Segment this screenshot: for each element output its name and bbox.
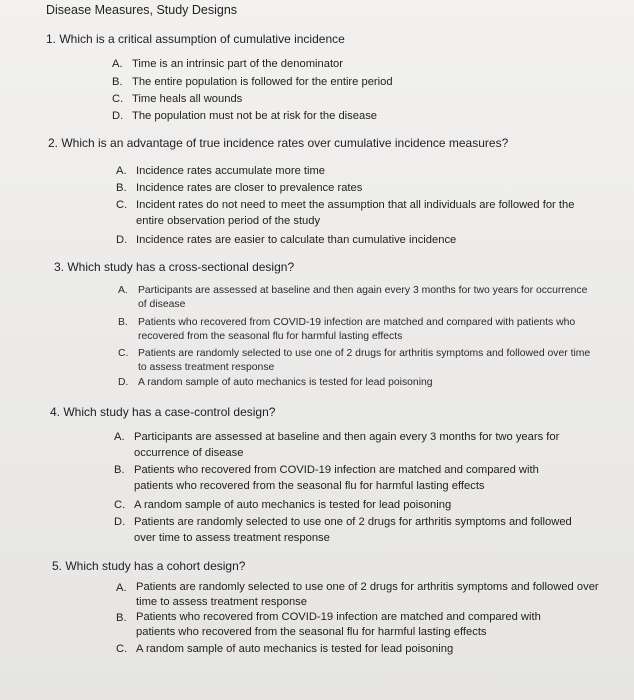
question-4-option-c (114, 497, 598, 513)
option-text: A random sample of auto mechanics is tested for lead poisoning (134, 499, 452, 511)
option-letter: C. (112, 93, 124, 105)
question-3-option-a (118, 284, 598, 314)
question-2-stem: 2. Which is an advantage of true incidence rates over cumulative incidence measures? (48, 136, 509, 150)
option-text: Incidence rates accumulate more time (136, 165, 326, 177)
option-text: Incidence rates are closer to prevalence rates (136, 182, 363, 194)
question-3-stem: 3. Which study has a cross-sectional design? (54, 260, 295, 274)
question-3-option-b (118, 316, 598, 346)
option-letter: B. (118, 317, 128, 328)
option-letter: B. (112, 76, 123, 88)
option-text: Time heals all wounds (132, 93, 243, 105)
question-4-option-b (114, 462, 598, 496)
option-text: The population must not be at risk for the disease (132, 110, 378, 122)
option-text: A random sample of auto mechanics is tested for lead poisoning (136, 643, 454, 655)
option-text: Time is an intrinsic part of the denominator (132, 58, 343, 70)
option-text: Patients who recovered from COVID-19 infection are matched and compared with patients who recovered from the seasonal flu for harmful lasting effects (138, 317, 576, 342)
option-text: Incidence rates are easier to calculate than cumulative incidence (136, 234, 457, 246)
option-text: Patients are randomly selected to use one of 2 drugs for arthritis symptoms and followed over time to assess treatment response (136, 581, 599, 608)
option-text: Patients are randomly selected to use one of 2 drugs for arthritis symptoms and followed over time to assess treatment response (138, 348, 591, 373)
question-1-option-c (112, 91, 582, 107)
option-letter: D. (114, 516, 126, 528)
option-text: Patients who recovered from COVID-19 infection are matched and compared with patients who recovered from the seasonal flu for harmful lasting effects (134, 464, 539, 492)
option-letter: C. (114, 499, 126, 511)
option-letter: D. (112, 110, 124, 122)
question-2-option-a (116, 163, 596, 179)
question-2-option-c (116, 197, 596, 231)
option-letter: B. (114, 464, 125, 476)
question-2-option-d (116, 232, 596, 248)
question-3-option-c (118, 347, 598, 377)
option-letter: A. (114, 431, 125, 443)
option-letter: C. (116, 199, 128, 211)
option-letter: C. (118, 348, 129, 359)
option-letter: A. (118, 285, 128, 296)
option-letter: D. (118, 377, 129, 388)
question-4-stem: 4. Which study has a case-control design? (50, 405, 276, 419)
option-letter: A. (116, 165, 127, 177)
question-1-stem: 1. Which is a critical assumption of cumulative incidence (46, 32, 345, 46)
option-text: Participants are assessed at baseline and then again every 3 months for two years for occurrence of disease (138, 285, 588, 310)
option-letter: C. (116, 643, 128, 655)
option-text: The entire population is followed for the entire period (132, 76, 393, 88)
question-1-option-d (112, 108, 582, 124)
question-1-option-b (112, 74, 582, 90)
question-5-option-c (116, 641, 600, 657)
option-letter: A. (116, 582, 127, 594)
option-letter: D. (116, 234, 128, 246)
option-letter: B. (116, 612, 127, 624)
option-text: Patients who recovered from COVID-19 infection are matched and compared with patients who recovered from the seasonal flu for harmful lasting effects (136, 611, 541, 638)
question-3-option-d (118, 376, 598, 392)
page-title: Disease Measures, Study Designs (46, 3, 238, 17)
question-5-option-a (116, 580, 600, 612)
option-letter: A. (112, 58, 123, 70)
question-2-option-b (116, 180, 596, 196)
question-1-option-a (112, 56, 582, 72)
option-text: Incident rates do not need to meet the assumption that all individuals are followed for the entire observation period of the study (136, 199, 575, 227)
question-4-option-d (114, 514, 598, 548)
option-letter: B. (116, 182, 127, 194)
question-5-stem: 5. Which study has a cohort design? (52, 559, 246, 573)
option-text: Patients are randomly selected to use one of 2 drugs for arthritis symptoms and followed over time to assess treatment response (134, 516, 572, 544)
question-4-option-a (114, 429, 598, 463)
option-text: A random sample of auto mechanics is tested for lead poisoning (138, 377, 433, 388)
question-5-option-b (116, 610, 600, 642)
option-text: Participants are assessed at baseline and then again every 3 months for two years for occurrence of disease (134, 431, 560, 459)
